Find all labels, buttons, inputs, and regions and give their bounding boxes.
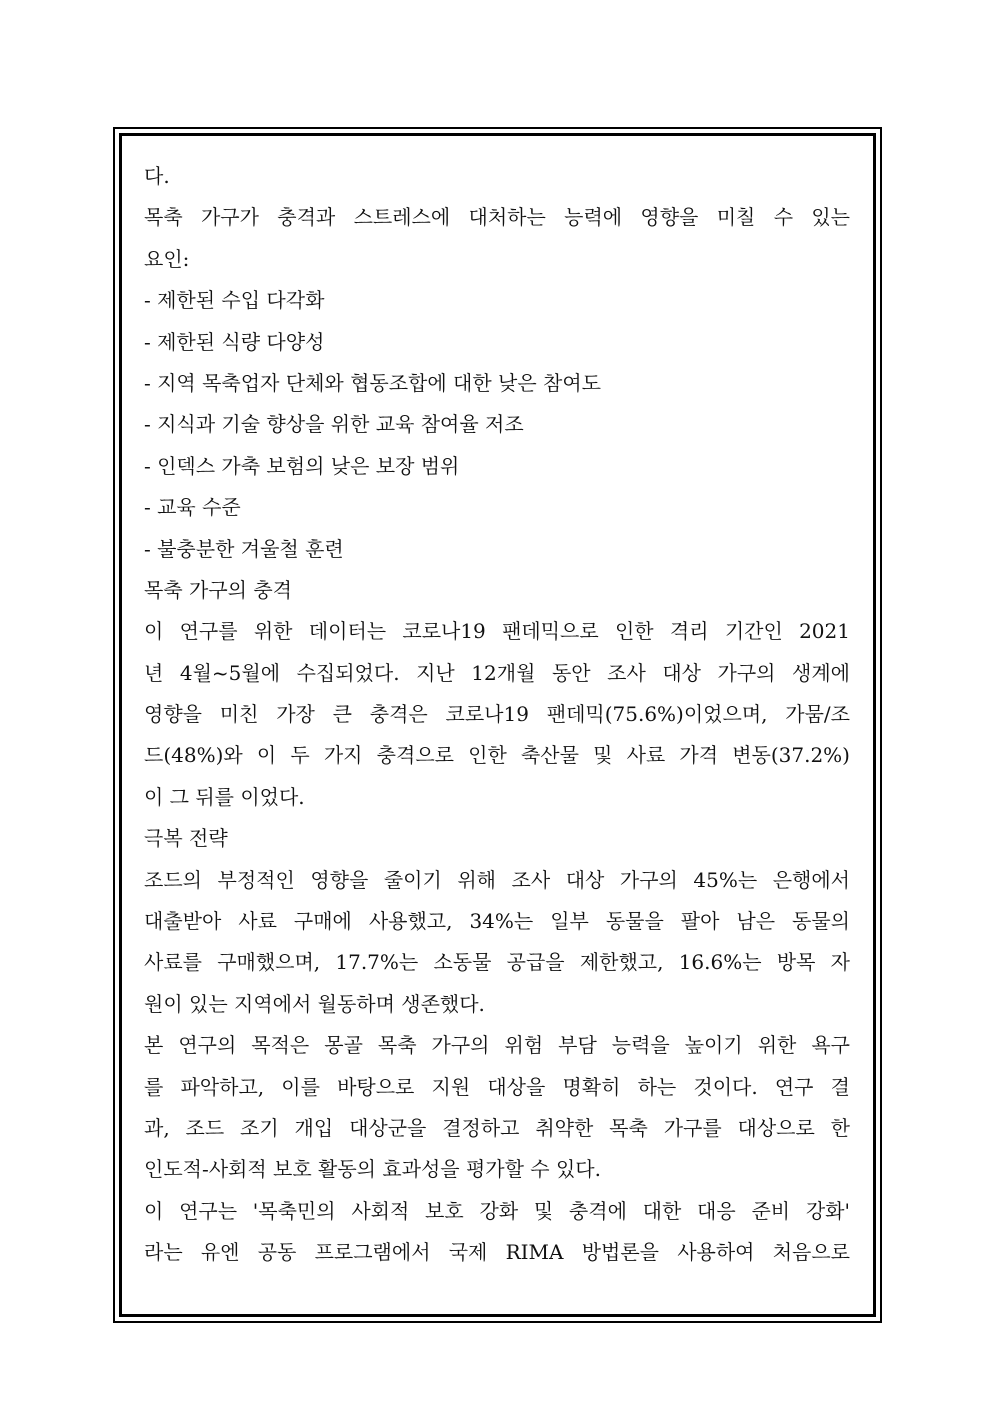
text-line: 이 연구를 위한 데이터는 코로나19 팬데믹으로 인한 격리 기간인 2021 (144, 619, 850, 644)
text-line: - 교육 수준 (144, 495, 241, 520)
text-line: - 지식과 기술 향상을 위한 교육 참여율 저조 (144, 412, 524, 437)
text-line: - 인덱스 가축 보험의 낮은 보장 범위 (144, 453, 460, 478)
text-line: 극복 전략 (144, 826, 228, 851)
text-line: 요인: (144, 246, 190, 271)
text-line: 영향을 미친 가장 큰 충격은 코로나19 팬데믹(75.6%)이었으며, 가뭄/조 (144, 702, 850, 727)
text-line: 이 그 뒤를 이었다. (144, 784, 305, 809)
text-line: 이 연구는 '목축민의 사회적 보호 강화 및 충격에 대한 대응 준비 강화' (144, 1198, 850, 1223)
text-line: 년 4월~5월에 수집되었다. 지난 12개월 동안 조사 대상 가구의 생계에 (144, 660, 850, 685)
text-line: - 불충분한 겨울철 훈련 (144, 536, 344, 561)
text-line: - 지역 목축업자 단체와 협동조합에 대한 낮은 참여도 (144, 370, 601, 395)
text-line: 조드의 부정적인 영향을 줄이기 위해 조사 대상 가구의 45%는 은행에서 (144, 867, 850, 892)
text-line: 다. (144, 164, 170, 188)
text-line: 라는 유엔 공동 프로그램에서 국제 RIMA 방법론을 사용하여 처음으로 (144, 1240, 850, 1265)
text-line: 사료를 구매했으며, 17.7%는 소동물 공급을 제한했고, 16.6%는 방목 자 (144, 950, 850, 975)
text-line: 목축 가구의 충격 (144, 577, 292, 602)
text-line: 본 연구의 목적은 몽골 목축 가구의 위험 부담 능력을 높이기 위한 욕구 (144, 1033, 850, 1058)
text-line: 목축 가구가 충격과 스트레스에 대처하는 능력에 영향을 미칠 수 있는 (144, 205, 850, 230)
text-line: 원이 있는 지역에서 월동하며 생존했다. (144, 991, 485, 1016)
document-body (144, 156, 850, 1274)
text-line: - 제한된 수입 다각화 (144, 288, 325, 313)
text-line: - 제한된 식량 다양성 (144, 329, 325, 354)
text-line: 드(48%)와 이 두 가지 충격으로 인한 축산물 및 사료 가격 변동(37.2%) (144, 743, 850, 768)
text-line: 과, 조드 조기 개입 대상군을 결정하고 취약한 목축 가구를 대상으로 한 (144, 1115, 850, 1140)
text-line: 를 파악하고, 이를 바탕으로 지원 대상을 명확히 하는 것이다. 연구 결 (144, 1074, 850, 1099)
text-line: 인도적-사회적 보호 활동의 효과성을 평가할 수 있다. (144, 1157, 601, 1182)
text-line: 대출받아 사료 구매에 사용했고, 34%는 일부 동물을 팔아 남은 동물의 (144, 909, 850, 934)
